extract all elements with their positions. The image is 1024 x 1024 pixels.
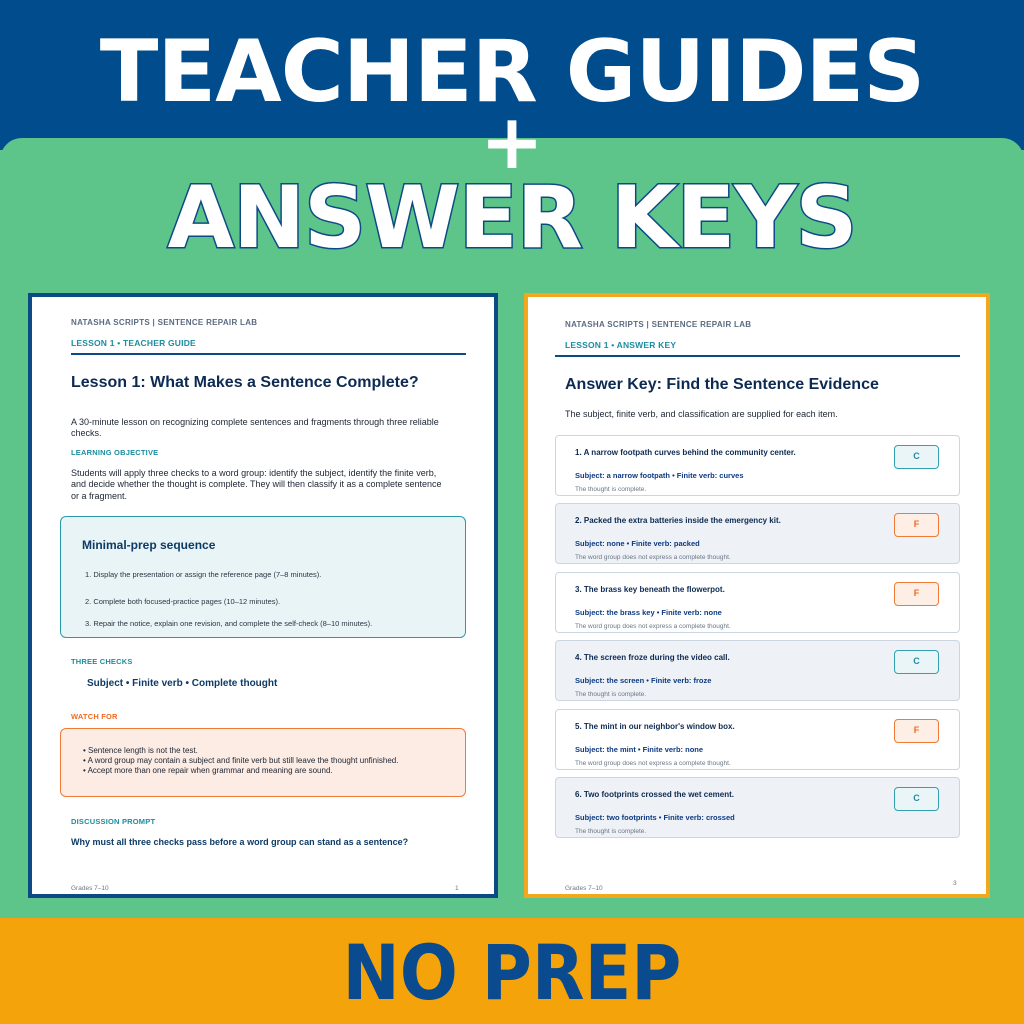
objective-label: LEARNING OBJECTIVE [71, 448, 159, 457]
lesson-tag: LESSON 1 • TEACHER GUIDE [71, 338, 196, 348]
watch-item: • Sentence length is not the test. [83, 746, 198, 755]
answer-note: The word group does not express a complete thought. [575, 623, 731, 630]
page-title: Answer Key: Find the Sentence Evidence [565, 376, 879, 393]
answer-note: The thought is complete. [575, 486, 647, 493]
headline-answer-keys: ANSWER KEYS [167, 168, 857, 268]
answer-question: 6. Two footprints crossed the wet cement. [575, 790, 734, 799]
answer-detail: Subject: a narrow footpath • Finite verb: curves [575, 471, 744, 480]
no-prep-label: NO PREP [342, 928, 682, 1017]
answer-card [555, 777, 960, 838]
discussion-prompt: Why must all three checks pass before a word group can stand as a sentence? [71, 837, 409, 847]
answer-note: The thought is complete. [575, 691, 647, 698]
answer-note: The thought is complete. [575, 828, 647, 835]
header-rule [555, 355, 960, 357]
answer-detail: Subject: the brass key • Finite verb: none [575, 608, 722, 617]
answer-note: The word group does not express a complete thought. [575, 760, 731, 767]
sequence-title: Minimal-prep sequence [82, 538, 216, 552]
footer-grade: Grades 7–10 [565, 885, 603, 892]
watch-item: • Accept more than one repair when grammar and meaning are sound. [83, 766, 333, 775]
footer-page-number: 3 [953, 880, 957, 887]
objective-line-1: Students will apply three checks to a word group: identify the subject, identify the finite verb, [71, 468, 437, 478]
three-checks-list: Subject • Finite verb • Complete thought [87, 678, 278, 689]
answer-card [555, 572, 960, 633]
classification-badge: C [894, 445, 939, 469]
page-header: NATASHA SCRIPTS | SENTENCE REPAIR LAB [565, 320, 752, 329]
objective-line-2: and decide whether the thought is complete. They will then classify it as a complete sentence [71, 479, 442, 489]
sequence-box [60, 516, 466, 638]
answer-question: 1. A narrow footpath curves behind the community center. [575, 448, 796, 457]
answer-note: The word group does not express a complete thought. [575, 554, 731, 561]
page-header: NATASHA SCRIPTS | SENTENCE REPAIR LAB [71, 318, 258, 327]
answer-key-page [524, 293, 990, 898]
discussion-prompt-label: DISCUSSION PROMPT [71, 817, 156, 826]
answer-question: 2. Packed the extra batteries inside the emergency kit. [575, 516, 781, 525]
sequence-item: 2. Complete both focused-practice pages (10–12 minutes). [85, 597, 281, 606]
page-title: Lesson 1: What Makes a Sentence Complete? [71, 374, 419, 391]
intro-line-1: A 30-minute lesson on recognizing complete sentences and fragments through three reliable [71, 417, 439, 427]
answer-question: 4. The screen froze during the video call. [575, 653, 730, 662]
classification-badge: C [894, 787, 939, 811]
watch-for-box [60, 728, 466, 797]
classification-badge: F [894, 719, 939, 743]
answer-card [555, 709, 960, 770]
answer-detail: Subject: none • Finite verb: packed [575, 539, 700, 548]
classification-badge: F [894, 513, 939, 537]
answer-detail: Subject: the mint • Finite verb: none [575, 745, 704, 754]
answer-card [555, 503, 960, 564]
three-checks-label: THREE CHECKS [71, 657, 133, 666]
answer-detail: Subject: two footprints • Finite verb: crossed [575, 813, 735, 822]
watch-for-label: WATCH FOR [71, 712, 118, 721]
plus-sign: + [480, 97, 544, 186]
headline-teacher-guides: TEACHER GUIDES [99, 22, 925, 122]
footer-page-number: 1 [455, 885, 459, 892]
classification-badge: C [894, 650, 939, 674]
lesson-tag: LESSON 1 • ANSWER KEY [565, 340, 677, 350]
sequence-item: 1. Display the presentation or assign the reference page (7–8 minutes). [85, 570, 322, 579]
intro-text: The subject, finite verb, and classification are supplied for each item. [565, 409, 838, 419]
footer-grade: Grades 7–10 [71, 885, 109, 892]
teacher-guide-page [28, 293, 498, 898]
answer-detail: Subject: the screen • Finite verb: froze [575, 676, 712, 685]
answer-question: 3. The brass key beneath the flowerpot. [575, 585, 725, 594]
sequence-item: 3. Repair the notice, explain one revision, and complete the self-check (8–10 minutes). [85, 619, 373, 628]
intro-line-2: checks. [71, 428, 102, 438]
answer-card [555, 640, 960, 701]
answer-question: 5. The mint in our neighbor's window box. [575, 722, 735, 731]
header-rule [71, 353, 466, 355]
classification-badge: F [894, 582, 939, 606]
objective-line-3: or a fragment. [71, 491, 128, 501]
watch-item: • A word group may contain a subject and finite verb but still leave the thought unfinished. [83, 756, 399, 765]
answer-card [555, 435, 960, 496]
